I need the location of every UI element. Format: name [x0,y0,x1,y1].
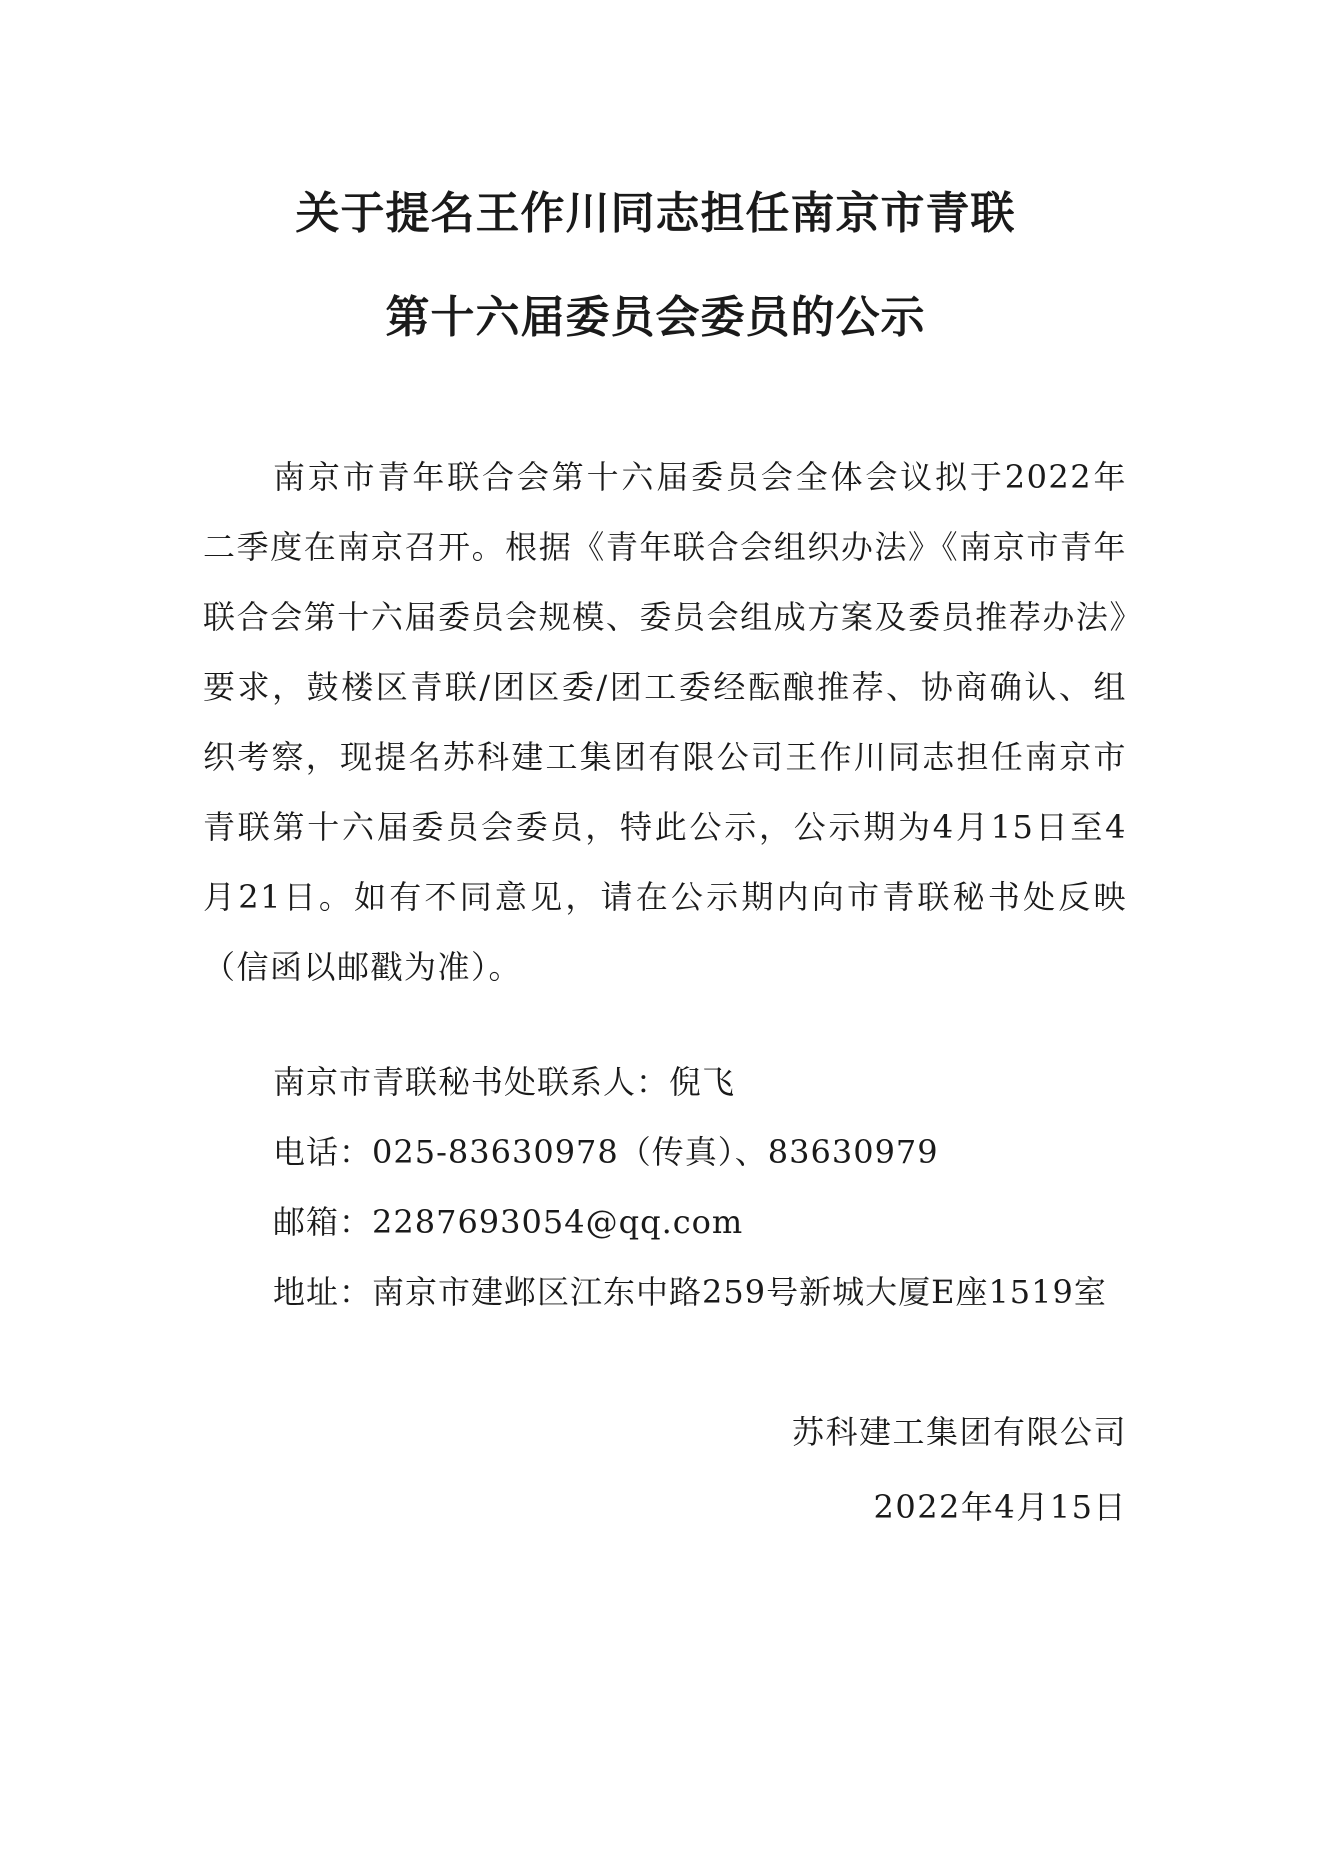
contact-address: 地址：南京市建邺区江东中路259号新城大厦E座1519室 [273,1273,1107,1311]
announcement-paragraph: 南京市青年联合会第十六届委员会全体会议拟于2022年二季度在南京召开。根据《青年联合会组织办法》《南京市青年联合会第十六届委员会规模、委员会组成方案及委员推荐办法》要求，鼓楼区青联/团区委/团工委经酝酿推荐、协商确认、组织考察，现提名苏科建工集团有限公司王作川同志担任南京市青联第十六届委员会委员，特此公示，公示期为4月15日至4月21日。如有不同意见，请在公示期内向市青联秘书处反映（信函以邮戳为准）。 [203,458,1127,986]
contact-phone: 电话：025-83630978（传真）、83630979 [273,1133,939,1171]
contact-email: 邮箱：2287693054@qq.com [273,1203,744,1241]
document-title-line-2: 第十六届委员会委员的公示 [385,292,926,343]
signature-date: 2022年4月15日 [873,1488,1127,1526]
document-title-line-1: 关于提名王作川同志担任南京市青联 [295,188,1016,239]
signature-organization: 苏科建工集团有限公司 [791,1413,1127,1451]
contact-person: 南京市青联秘书处联系人：倪飞 [273,1063,736,1101]
